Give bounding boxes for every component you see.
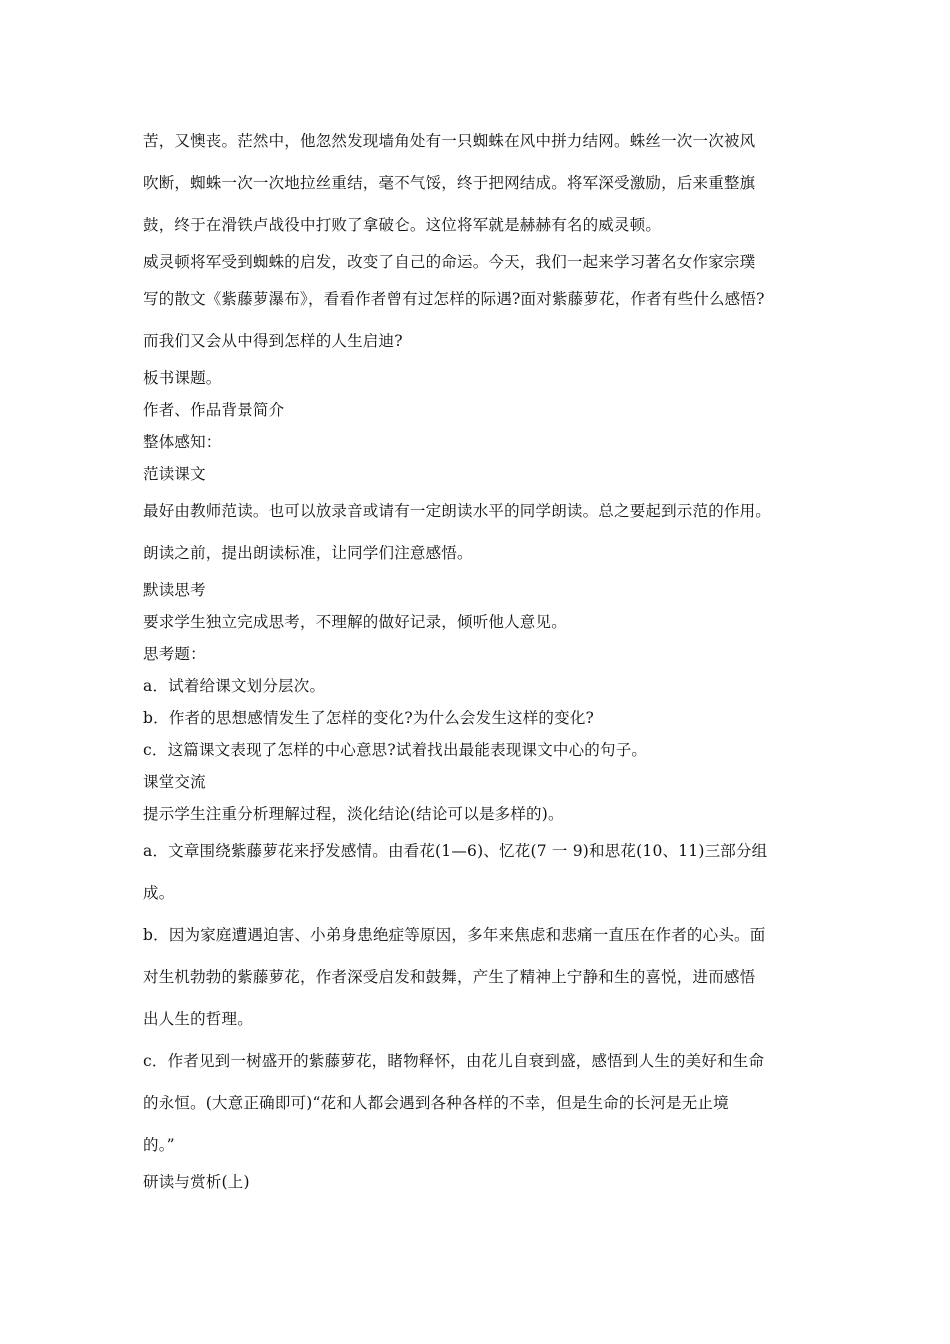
text-line: 吹断，蜘蛛一次一次地拉丝重结，毫不气馁，终于把网结成。将军深受激励，后来重整旗 — [143, 174, 756, 192]
text-line: 写的散文《紫藤萝瀑布》，看看作者曾有过怎样的际遇?面对紫藤萝花，作者有些什么感悟? — [143, 290, 765, 308]
section-heading: 范读课文 — [143, 465, 206, 483]
list-item: b．因为家庭遭遇迫害、小弟身患绝症等原因，多年来焦虑和悲痛一直压在作者的心头。面 — [143, 926, 766, 944]
text-line: 要求学生独立完成思考，不理解的做好记录，倾听他人意见。 — [143, 613, 567, 631]
text-line: 对生机勃勃的紫藤萝花，作者深受启发和鼓舞，产生了精神上宁静和生的喜悦，进而感悟 — [143, 968, 756, 986]
section-heading: 整体感知： — [143, 433, 222, 451]
section-heading: 思考题： — [143, 645, 206, 663]
section-heading: 作者、作品背景简介 — [143, 401, 285, 419]
text-line: 苦，又懊丧。茫然中，他忽然发现墙角处有一只蜘蛛在风中拼力结网。蛛丝一次一次被风 — [143, 132, 756, 150]
text-line: 出人生的哲理。 — [143, 1010, 253, 1028]
section-heading: 默读思考 — [143, 581, 206, 599]
section-heading: 课堂交流 — [143, 773, 206, 791]
text-line: 的。” — [143, 1136, 175, 1154]
text-line: 而我们又会从中得到怎样的人生启迪? — [143, 332, 403, 350]
document-page — [143, 120, 823, 1198]
text-line: 的永恒。(大意正确即可)“花和人都会遇到各种各样的不幸，但是生命的长河是无止境 — [143, 1094, 729, 1112]
list-item: c．这篇课文表现了怎样的中心意思?试着找出最能表现课文中心的句子。 — [143, 741, 648, 759]
text-line: 板书课题。 — [143, 369, 222, 387]
list-item: a．文章围绕紫藤萝花来抒发感情。由看花(1—6)、忆花(7 一 9)和思花(10、11)三部分组 — [143, 842, 768, 860]
text-line: 朗读之前，提出朗读标准，让同学们注意感悟。 — [143, 544, 473, 562]
section-heading: 研读与赏析(上) — [143, 1173, 250, 1191]
list-item: c．作者见到一树盛开的紫藤萝花，睹物释怀，由花儿自衰到盛，感悟到人生的美好和生命 — [143, 1052, 765, 1070]
list-item: a．试着给课文划分层次。 — [143, 677, 326, 695]
text-line: 鼓，终于在滑铁卢战役中打败了拿破仑。这位将军就是赫赫有名的威灵顿。 — [143, 216, 662, 234]
text-line: 威灵顿将军受到蜘蛛的启发，改变了自己的命运。今天，我们一起来学习著名女作家宗璞 — [143, 253, 756, 271]
text-line: 成。 — [143, 884, 175, 902]
list-item: b．作者的思想感情发生了怎样的变化?为什么会发生这样的变化? — [143, 709, 595, 727]
text-line: 提示学生注重分析理解过程，淡化结论(结论可以是多样的)。 — [143, 805, 564, 823]
text-line: 最好由教师范读。也可以放录音或请有一定朗读水平的同学朗读。总之要起到示范的作用。 — [143, 502, 772, 520]
